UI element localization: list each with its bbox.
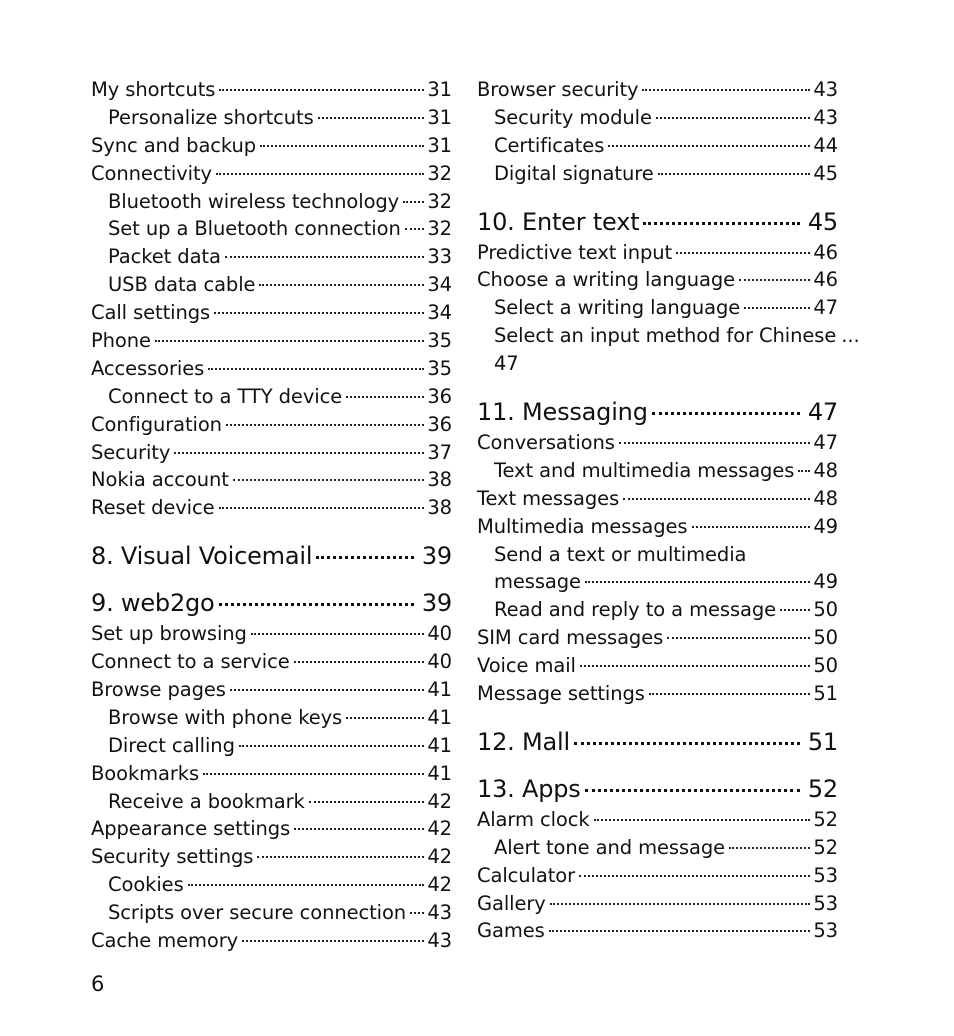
toc-entry[interactable] <box>91 188 452 216</box>
toc-leader-dots <box>574 742 800 745</box>
toc-column-right <box>477 76 860 945</box>
toc-leader-dots <box>619 442 811 444</box>
toc-entry-title: Accessories <box>91 356 205 380</box>
toc-leader-dots <box>550 903 811 905</box>
toc-entry-page: 38 <box>427 496 452 520</box>
toc-entry[interactable] <box>91 871 452 899</box>
toc-entry-page: 41 <box>427 761 452 785</box>
toc-entry-page: 47 <box>813 431 838 455</box>
toc-entry-title: Phone <box>91 329 151 353</box>
toc-leader-dots <box>226 424 424 426</box>
toc-leader-dots <box>642 89 810 91</box>
toc-entry-title: Predictive text input <box>477 240 673 264</box>
toc-entry[interactable] <box>91 132 452 160</box>
toc-entry[interactable] <box>477 917 838 945</box>
toc-entry[interactable] <box>91 160 452 188</box>
toc-leader-dots <box>594 819 811 821</box>
toc-leader-dots <box>585 789 800 792</box>
toc-leader-dots <box>667 637 810 639</box>
toc-leader-dots <box>242 940 424 942</box>
toc-entry-title: Scripts over secure connection <box>108 901 407 925</box>
toc-entry-page: 42 <box>427 817 452 841</box>
toc-entry-title: Calculator <box>477 863 576 887</box>
toc-entry[interactable] <box>91 676 452 704</box>
toc-entry[interactable] <box>91 899 452 927</box>
toc-entry-title: Security module <box>494 105 652 129</box>
toc-entry[interactable] <box>477 596 838 624</box>
toc-heading-title: 12. Mall <box>477 727 570 756</box>
toc-entry[interactable] <box>91 271 452 299</box>
toc-leader-dots <box>549 930 811 932</box>
toc-leader-dots <box>739 279 810 281</box>
toc-entry-page: 34 <box>427 301 452 325</box>
toc-entry-page: 32 <box>427 161 452 185</box>
toc-leader-dots <box>225 256 425 258</box>
toc-entry-title: Browser security <box>477 78 639 101</box>
toc-heading-title: 10. Enter text <box>477 207 640 236</box>
toc-entry-page: 38 <box>427 468 452 492</box>
toc-entry-page: 31 <box>427 133 452 157</box>
toc-entry[interactable] <box>477 132 838 160</box>
toc-entry[interactable] <box>477 104 838 132</box>
toc-entry-title: Connectivity <box>91 161 212 185</box>
toc-leader-text: ... <box>841 324 860 348</box>
toc-heading-title: 8. Visual Voicemail <box>91 542 313 571</box>
toc-entry-title: Text and multimedia messages <box>494 458 795 482</box>
toc-section-heading[interactable] <box>91 541 452 571</box>
toc-section-heading[interactable] <box>477 727 838 757</box>
toc-entry[interactable] <box>477 266 838 294</box>
toc-heading-title: 13. Apps <box>477 774 581 803</box>
toc-leader-dots <box>174 452 424 454</box>
toc-entry-page: 51 <box>813 682 838 706</box>
toc-entry-page: 34 <box>427 273 452 297</box>
toc-entry-title: Cookies <box>108 873 184 897</box>
toc-entry[interactable] <box>477 160 838 188</box>
toc-entry-page: 53 <box>813 891 838 915</box>
toc-entry-page: 48 <box>813 486 838 510</box>
toc-entry[interactable] <box>477 76 838 104</box>
toc-entry[interactable] <box>91 927 452 955</box>
toc-entry-title: Multimedia messages <box>477 514 688 538</box>
toc-entry-title: Packet data <box>108 245 221 269</box>
toc-entry-title: Nokia account <box>91 468 229 492</box>
toc-leader-dots <box>208 368 424 370</box>
toc-entry-page: 33 <box>427 245 452 269</box>
toc-leader-dots <box>219 603 414 606</box>
toc-entry[interactable] <box>91 215 452 243</box>
toc-leader-dots <box>410 912 424 914</box>
toc-entry-page: 41 <box>427 678 452 702</box>
toc-entry-title: Receive a bookmark <box>108 789 305 813</box>
toc-entry-title: Text messages <box>477 486 620 510</box>
toc-leader-dots <box>658 173 811 175</box>
page-number: 6 <box>91 972 105 996</box>
toc-leader-dots <box>729 847 810 849</box>
toc-entry-page: 36 <box>427 384 452 408</box>
toc-entry-line <box>477 541 838 569</box>
toc-entry-page: 41 <box>427 733 452 757</box>
toc-entry[interactable] <box>477 652 838 680</box>
toc-entry-title: Sync and backup <box>91 133 257 157</box>
toc-entry-page: 50 <box>813 598 838 622</box>
toc-entry[interactable] <box>477 239 838 267</box>
toc-entry-title: Security <box>91 440 171 464</box>
toc-entry-page: 40 <box>427 650 452 674</box>
toc-leader-dots <box>798 470 810 472</box>
toc-heading-page: 39 <box>421 589 452 618</box>
toc-leader-dots <box>676 252 810 254</box>
toc-entry-page: 35 <box>427 356 452 380</box>
toc-leader-dots <box>780 609 810 611</box>
toc-entry-page: 53 <box>813 863 838 887</box>
toc-entry-title: Send a text or multimedia <box>494 542 747 566</box>
toc-section-heading[interactable] <box>477 207 838 237</box>
toc-entry-page: 42 <box>427 873 452 897</box>
toc-leader-dots <box>260 145 424 147</box>
toc-entry[interactable] <box>91 439 452 467</box>
toc-entry[interactable] <box>477 862 838 890</box>
toc-entry-page: 46 <box>813 268 838 292</box>
toc-entry-title: Set up a Bluetooth connection <box>108 217 401 241</box>
toc-entry[interactable] <box>91 383 452 411</box>
toc-entry[interactable] <box>477 834 838 862</box>
toc-leader-dots <box>318 117 425 119</box>
toc-leader-dots <box>214 312 424 314</box>
toc-section-heading[interactable] <box>477 397 838 427</box>
toc-entry-page: 47 <box>813 296 838 320</box>
toc-entry-line <box>477 568 838 596</box>
toc-entry-page: 40 <box>427 622 452 646</box>
toc-entry[interactable] <box>477 429 838 457</box>
toc-leader-dots <box>239 745 425 747</box>
toc-entry[interactable] <box>91 494 452 522</box>
toc-entry[interactable] <box>91 327 452 355</box>
toc-entry-title: Choose a writing language <box>477 268 736 292</box>
toc-leader-dots <box>230 689 425 691</box>
toc-entry-page: 31 <box>427 105 452 129</box>
toc-entry-page: 42 <box>427 845 452 869</box>
toc-entry-title-continued: message <box>494 570 581 594</box>
toc-leader-dots <box>623 498 810 500</box>
toc-entry-page: 52 <box>813 835 838 859</box>
toc-entry-line <box>494 322 860 350</box>
toc-entry-title: Bookmarks <box>91 761 200 785</box>
toc-entry[interactable] <box>91 788 452 816</box>
toc-entry-title: Certificates <box>494 133 605 157</box>
toc-entry-title: Voice mail <box>477 654 576 678</box>
toc-heading-page: 45 <box>807 207 838 236</box>
toc-leader-dots <box>309 801 425 803</box>
toc-entry[interactable] <box>91 648 452 676</box>
toc-entry-title: Bluetooth wireless technology <box>108 189 400 213</box>
toc-entry-title: Select a writing language <box>494 296 741 320</box>
toc-leader-dots <box>585 581 810 583</box>
toc-heading-page: 51 <box>807 727 838 756</box>
toc-section-heading[interactable] <box>91 588 452 618</box>
toc-leader-dots <box>649 693 811 695</box>
toc-leader-dots <box>744 307 810 309</box>
toc-entry-page: 43 <box>427 929 452 953</box>
toc-leader-dots <box>219 507 425 509</box>
toc-entry[interactable] <box>91 620 452 648</box>
toc-entry-title: Connect to a service <box>91 650 290 674</box>
toc-entry[interactable] <box>91 843 452 871</box>
toc-leader-dots <box>579 875 810 877</box>
toc-entry-title: Browse pages <box>91 678 226 702</box>
toc-leader-dots <box>294 661 425 663</box>
toc-leader-dots <box>608 145 810 147</box>
toc-heading-title: 11. Messaging <box>477 398 648 427</box>
toc-entry[interactable] <box>477 890 838 918</box>
toc-heading-page: 52 <box>807 774 838 803</box>
toc-entry-title: Read and reply to a message <box>494 598 777 622</box>
toc-entry-title: Reset device <box>91 496 215 520</box>
toc-leader-dots <box>656 117 811 119</box>
toc-entry-title: Personalize shortcuts <box>108 105 314 129</box>
toc-entry-page: 53 <box>813 919 838 943</box>
toc-leader-dots <box>692 526 811 528</box>
toc-entry[interactable] <box>477 806 838 834</box>
toc-leader-dots <box>219 89 424 91</box>
toc-entry-page: 47 <box>494 352 519 376</box>
toc-leader-dots <box>652 412 800 415</box>
toc-entry-title: My shortcuts <box>91 78 216 101</box>
toc-entry-page: 50 <box>813 654 838 678</box>
toc-entry-page: 43 <box>427 901 452 925</box>
toc-leader-dots <box>643 222 799 225</box>
toc-entry-page: 43 <box>813 78 838 101</box>
toc-heading-title: 9. web2go <box>91 589 215 618</box>
toc-entry-title: Message settings <box>477 682 645 706</box>
toc-leader-dots <box>216 173 424 175</box>
toc-entry-title: Set up browsing <box>91 622 247 646</box>
toc-entry-title: Games <box>477 919 545 943</box>
toc-entry[interactable] <box>477 541 838 597</box>
toc-section-heading[interactable] <box>477 774 838 804</box>
toc-entry-title: Digital signature <box>494 161 654 185</box>
toc-entry[interactable] <box>477 294 838 322</box>
toc-entry-page: 42 <box>427 789 452 813</box>
toc-entry[interactable] <box>477 680 838 708</box>
toc-entry-page: 43 <box>813 105 838 129</box>
toc-leader-dots <box>259 284 424 286</box>
toc-entry[interactable] <box>91 704 452 732</box>
toc-leader-dots <box>155 340 424 342</box>
toc-entry-title: SIM card messages <box>477 626 664 650</box>
toc-entry[interactable] <box>477 485 838 513</box>
toc-entry-page: 35 <box>427 329 452 353</box>
toc-entry-page: 31 <box>427 78 452 101</box>
toc-entry-page: 48 <box>813 458 838 482</box>
toc-leader-dots <box>294 828 424 830</box>
toc-entry-title: USB data cable <box>108 273 256 297</box>
toc-entry-title: Configuration <box>91 412 222 436</box>
toc-leader-dots <box>346 717 424 719</box>
toc-entry-title: Cache memory <box>91 929 239 953</box>
toc-entry[interactable] <box>91 466 452 494</box>
toc-entry[interactable] <box>477 624 838 652</box>
toc-entry-title: Call settings <box>91 301 211 325</box>
toc-leader-dots <box>257 856 424 858</box>
toc-entry[interactable] <box>477 513 838 541</box>
toc-entry[interactable] <box>91 104 452 132</box>
toc-entry[interactable] <box>91 76 452 104</box>
toc-entry[interactable] <box>91 815 452 843</box>
toc-entry-title: Conversations <box>477 431 615 455</box>
toc-entry-page: 49 <box>813 570 838 594</box>
toc-entry-page: 32 <box>427 189 452 213</box>
toc-entry[interactable] <box>477 322 860 378</box>
toc-entry-title: Browse with phone keys <box>108 705 343 729</box>
toc-entry[interactable] <box>91 760 452 788</box>
toc-entry[interactable] <box>91 243 452 271</box>
toc-entry-page: 45 <box>813 161 838 185</box>
toc-entry-page: 44 <box>813 133 838 157</box>
toc-column-left <box>91 76 452 955</box>
toc-entry-page: 46 <box>813 240 838 264</box>
toc-entry[interactable] <box>91 411 452 439</box>
toc-entry[interactable] <box>91 355 452 383</box>
toc-entry-page: 49 <box>813 514 838 538</box>
toc-heading-page: 47 <box>807 398 838 427</box>
toc-entry-page: 37 <box>427 440 452 464</box>
toc-entry-title: Gallery <box>477 891 546 915</box>
toc-entry-title: Alarm clock <box>477 807 590 831</box>
toc-heading-page: 39 <box>421 542 452 571</box>
toc-leader-dots <box>346 396 424 398</box>
toc-leader-dots <box>580 665 811 667</box>
toc-leader-dots <box>251 633 425 635</box>
toc-leader-dots <box>203 773 424 775</box>
toc-entry-page: 41 <box>427 705 452 729</box>
toc-entry-title: Security settings <box>91 845 254 869</box>
toc-entry-title: Select an input method for Chinese <box>494 324 837 348</box>
toc-leader-dots <box>403 201 424 203</box>
toc-leader-dots <box>188 884 425 886</box>
toc-entry-page: 52 <box>813 807 838 831</box>
toc-entry[interactable] <box>91 732 452 760</box>
toc-entry-title: Appearance settings <box>91 817 291 841</box>
toc-entry-page: 36 <box>427 412 452 436</box>
toc-entry-title: Connect to a TTY device <box>108 384 343 408</box>
toc-entry-title: Direct calling <box>108 733 235 757</box>
toc-entry-page: 32 <box>427 217 452 241</box>
toc-entry[interactable] <box>91 299 452 327</box>
toc-leader-dots <box>316 556 414 559</box>
toc-entry[interactable] <box>477 457 838 485</box>
toc-entry-title: Alert tone and message <box>494 835 726 859</box>
toc-leader-dots <box>405 228 425 230</box>
toc-leader-dots <box>233 479 425 481</box>
toc-entry-page: 50 <box>813 626 838 650</box>
